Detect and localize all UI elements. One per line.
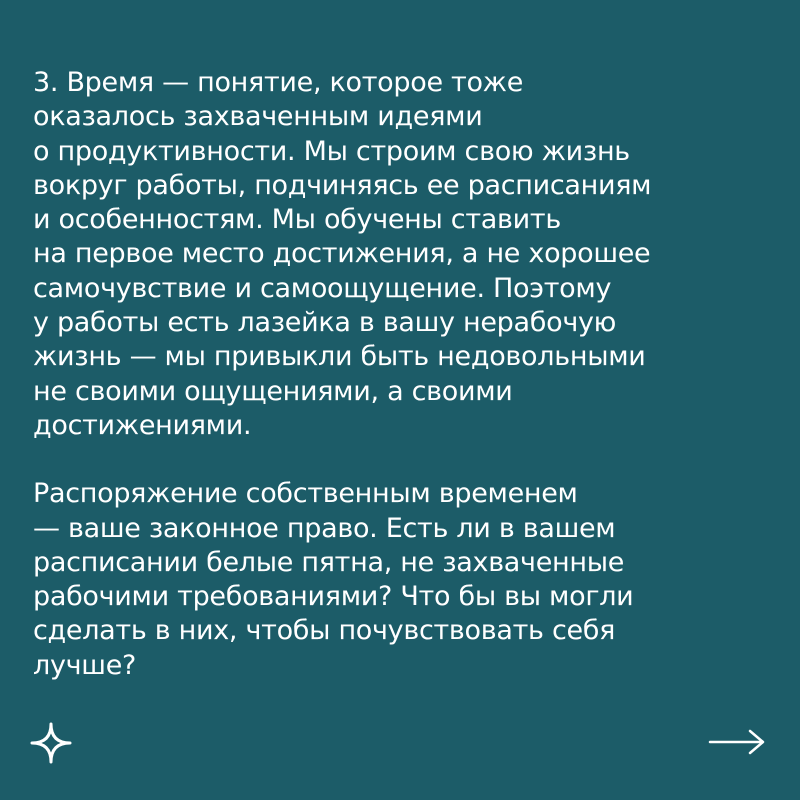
four-point-star-icon	[29, 721, 73, 765]
arrow-right-icon[interactable]	[708, 727, 766, 757]
slide-text	[33, 66, 773, 683]
paragraph-time-productivity: 3. Время — понятие, которое тоже оказалось захваченным идеями о продуктивности. Мы строим свою жизнь вокруг работы, подчиняясь ее расписаниям и особенностям. Мы обучены ставить на первое место достижения, а не хорошее самочувствие и самоощущение. Поэтому у работы есть лазейка в вашу нерабочую жизнь — мы привыкли быть недовольными не своими ощущениями, а своими достижениями.	[33, 67, 652, 441]
paragraph-time-rights: Распоряжение собственным временем — ваше законное право. Есть ли в вашем расписании белые пятна, не захваченные рабочими требованиями? Что бы вы могли сделать в них, чтобы почувствовать себя лучше?	[33, 478, 634, 681]
